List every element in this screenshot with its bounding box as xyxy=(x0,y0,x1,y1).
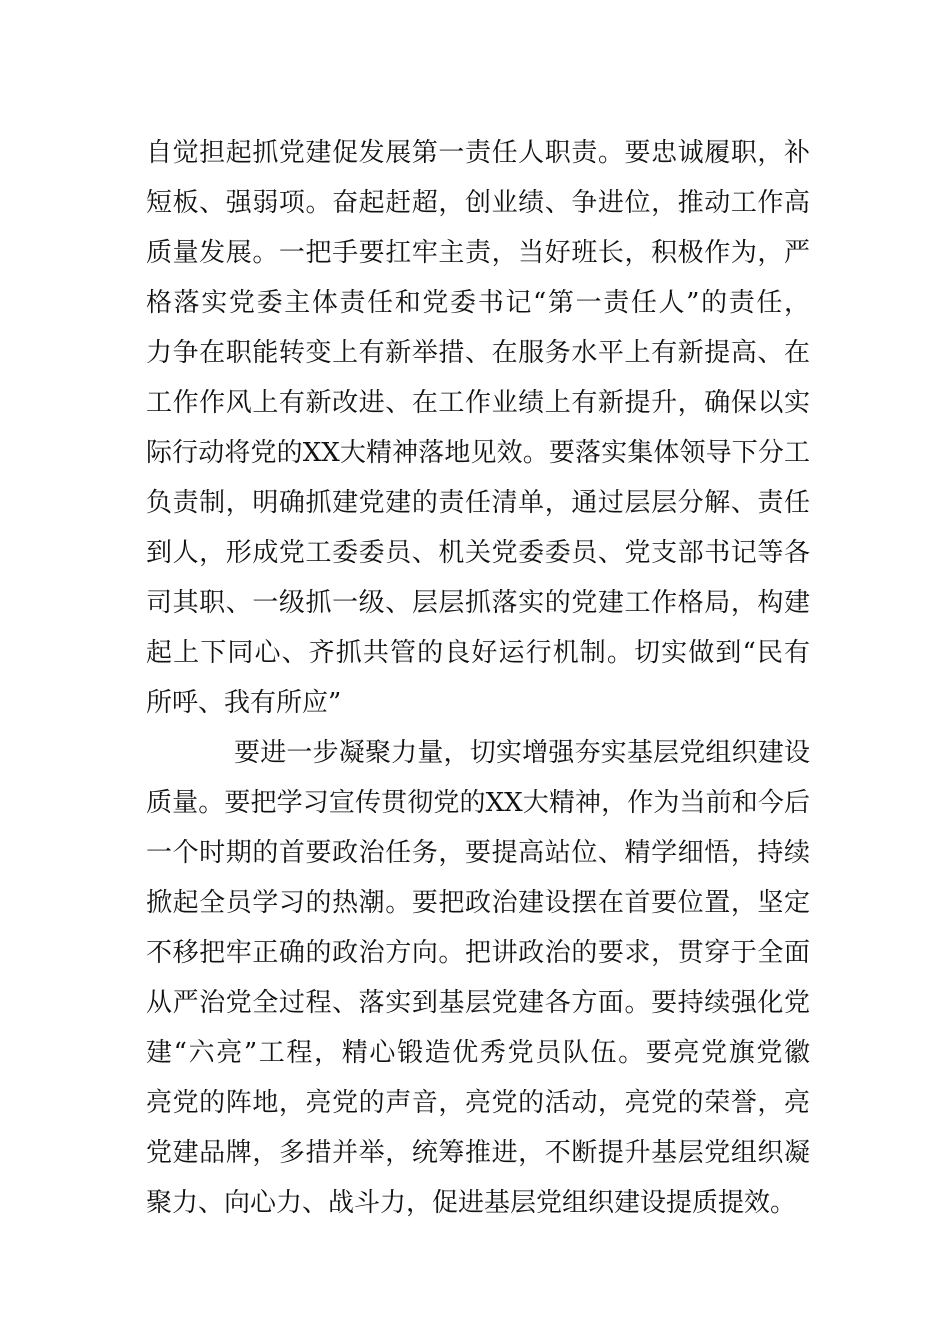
paragraph-line: 所呼、我有所应” xyxy=(146,688,342,718)
paragraph-line: 亮党的阵地，亮党的声音，亮党的活动，亮党的荣誉，亮 xyxy=(146,1088,810,1118)
paragraph-line: 党建品牌，多措并举，统筹推进，不断提升基层党组织凝 xyxy=(146,1138,810,1168)
paragraph-line: 工作作风上有新改进、在工作业绩上有新提升，确保以实 xyxy=(146,388,810,418)
paragraph-line: 聚力、向心力、战斗力，促进基层党组织建设提质提效。 xyxy=(146,1188,797,1218)
paragraph-line: 负责制，明确抓建党建的责任清单，通过层层分解、责任 xyxy=(146,488,810,518)
paragraph-line: 不移把牢正确的政治方向。把讲政治的要求，贯穿于全面 xyxy=(146,938,810,968)
paragraph-2 xyxy=(146,728,810,1228)
paragraph-line: 质量发展。一把手要扛牢主责，当好班长，积极作为，严 xyxy=(146,238,810,268)
paragraph-line: 要进一步凝聚力量，切实增强夯实基层党组织建设 xyxy=(234,738,810,768)
paragraph-line: 起上下同心、齐抓共管的良好运行机制。切实做到“民有 xyxy=(146,638,810,668)
paragraph-line: 司其职、一级抓一级、层层抓落实的党建工作格局，构建 xyxy=(146,588,810,618)
paragraph-line: 到人，形成党工委委员、机关党委委员、党支部书记等各 xyxy=(146,538,810,568)
paragraph-line: 自觉担起抓党建促发展第一责任人职责。要忠诚履职，补 xyxy=(146,138,810,168)
paragraph-line: 建“六亮”工程，精心锻造优秀党员队伍。要亮党旗党徽 xyxy=(146,1038,810,1068)
paragraph-line: 质量。要把学习宣传贯彻党的XX大精神，作为当前和今后 xyxy=(146,788,810,818)
paragraph-1 xyxy=(146,128,810,728)
paragraph-line: 短板、强弱项。奋起赶超，创业绩、争进位，推动工作高 xyxy=(146,188,810,218)
paragraph-line: 掀起全员学习的热潮。要把政治建设摆在首要位置，坚定 xyxy=(146,888,810,918)
paragraph-line: 力争在职能转变上有新举措、在服务水平上有新提高、在 xyxy=(146,338,810,368)
paragraph-line: 一个时期的首要政治任务，要提高站位、精学细悟，持续 xyxy=(146,838,810,868)
paragraph-line: 格落实党委主体责任和党委书记“第一责任人”的责任， xyxy=(146,288,810,318)
paragraph-line: 从严治党全过程、落实到基层党建各方面。要持续强化党 xyxy=(146,988,810,1018)
paragraph-line: 际行动将党的XX大精神落地见效。要落实集体领导下分工 xyxy=(146,438,810,468)
